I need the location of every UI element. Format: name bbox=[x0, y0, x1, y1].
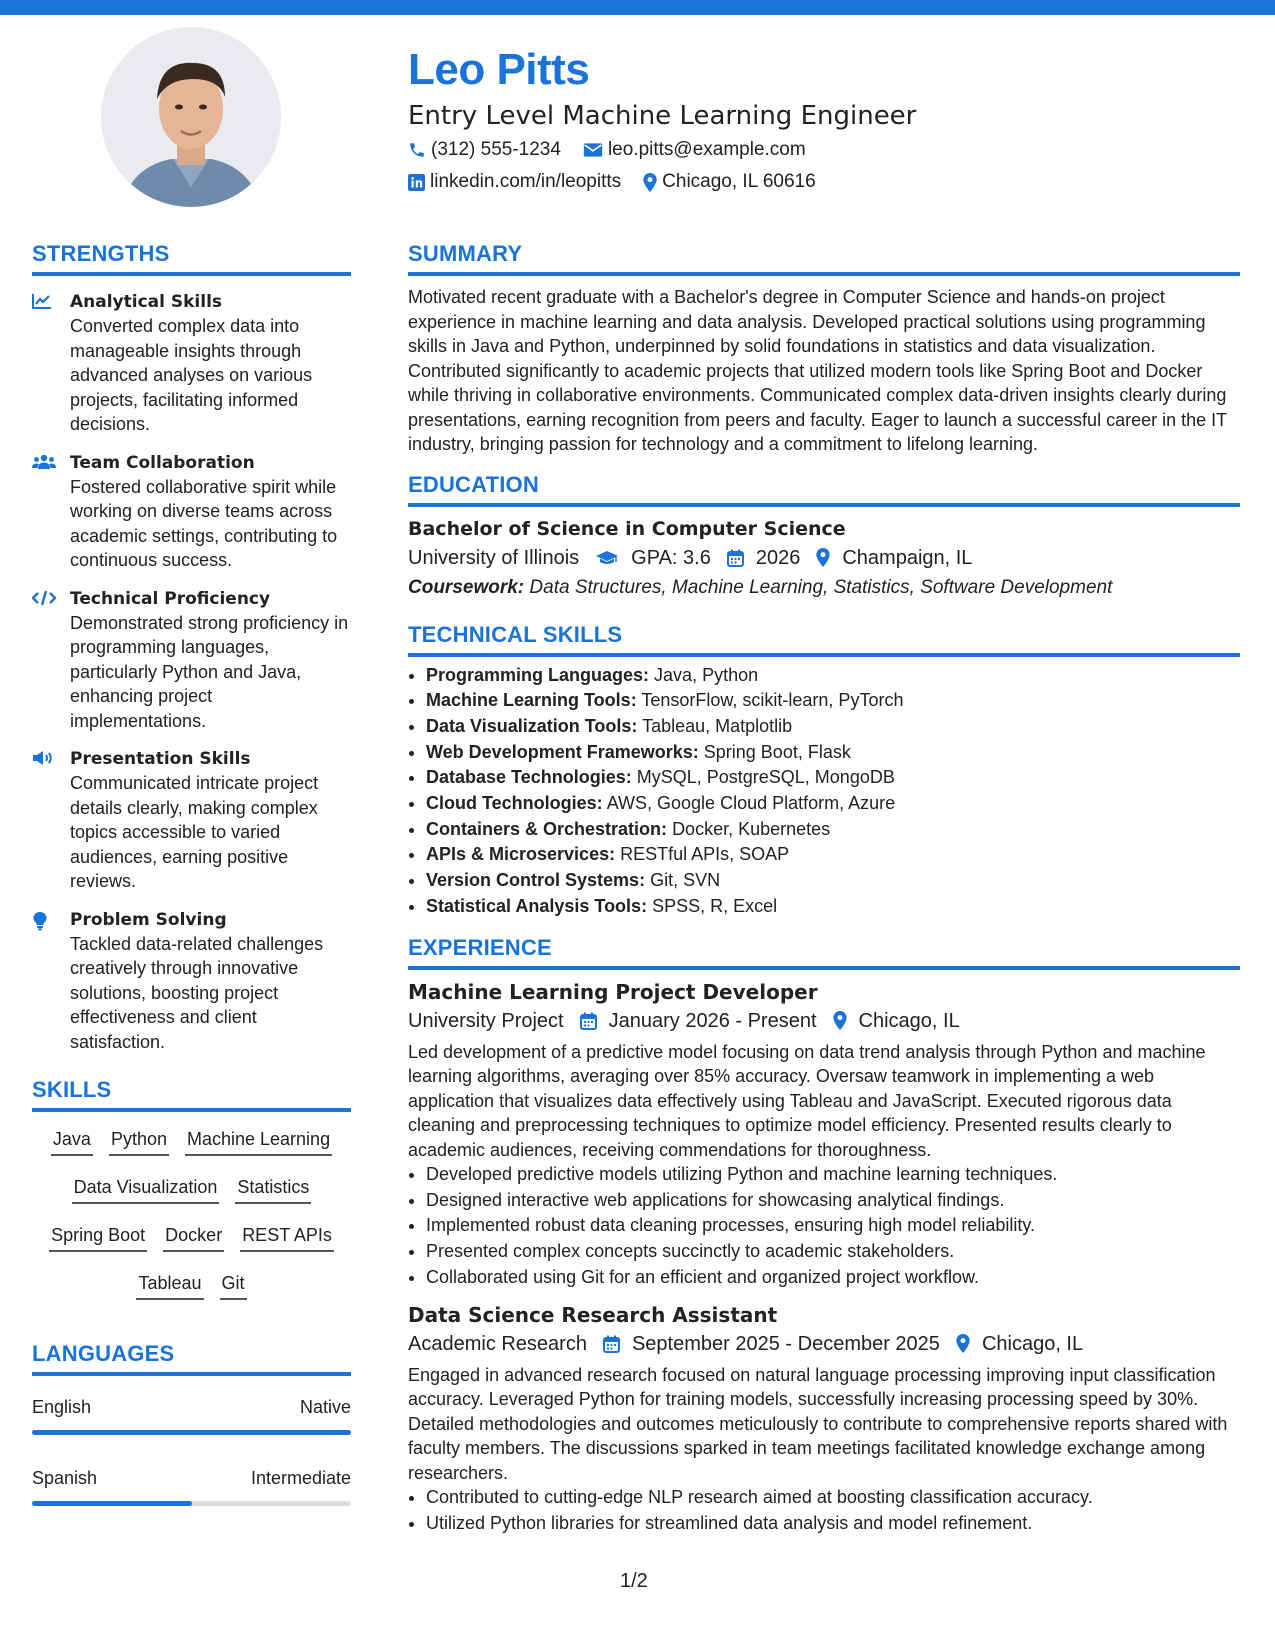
strength-item bbox=[32, 908, 351, 1055]
skill-tag: REST APIs bbox=[240, 1222, 334, 1252]
phone-text: (312) 555-1234 bbox=[431, 139, 561, 160]
strength-item bbox=[32, 451, 351, 573]
list-item: • Developed predictive models utilizing Python and machine learning techniques. bbox=[426, 1162, 1240, 1188]
language-name: English bbox=[32, 1397, 92, 1417]
megaphone-icon bbox=[32, 750, 54, 766]
skill-values: Spring Boot, Flask bbox=[703, 741, 851, 762]
skill-category: Machine Learning Tools: bbox=[426, 690, 637, 711]
linkedin-text: linkedin.com/in/leopitts bbox=[430, 171, 622, 192]
list-item bbox=[426, 894, 1240, 920]
list-item bbox=[426, 791, 1240, 817]
list-item bbox=[426, 817, 1240, 843]
skill-values: Git, SVN bbox=[650, 870, 721, 891]
graduation-year: 2026 bbox=[755, 546, 801, 569]
chart-line-icon bbox=[32, 293, 52, 309]
skill-values: RESTful APIs, SOAP bbox=[620, 844, 790, 865]
skill-category: Containers & Orchestration: bbox=[426, 818, 668, 839]
map-pin-icon bbox=[816, 548, 830, 567]
job-title: Machine Learning Project Developer bbox=[408, 979, 818, 1004]
code-icon bbox=[32, 590, 56, 606]
skill-category: APIs & Microservices: bbox=[426, 844, 616, 865]
strength-item bbox=[32, 747, 351, 894]
candidate-role: Entry Level Machine Learning Engineer bbox=[408, 101, 917, 131]
list-item bbox=[426, 842, 1240, 868]
phone-contact[interactable] bbox=[408, 139, 561, 161]
experience-heading: EXPERIENCE bbox=[408, 934, 1240, 970]
strength-description: Demonstrated strong proficiency in programming languages, particularly Python and Java, enhancing project implementations. bbox=[70, 612, 349, 731]
skill-category: Version Control Systems: bbox=[426, 870, 646, 891]
language-name: Spanish bbox=[32, 1468, 98, 1488]
strength-item bbox=[32, 290, 351, 437]
calendar-icon bbox=[727, 549, 744, 567]
skill-tag: Tableau bbox=[136, 1270, 203, 1300]
contact-row-1 bbox=[408, 134, 1238, 166]
right-column bbox=[408, 240, 1240, 1536]
job-description: Led development of a predictive model focusing on data trend analysis through Python and machine learning algorithms, averaging over 85% accuracy. Oversaw teamwork in implementing a web application that visualizes data effectively using Tableau and JavaScript. Executed rigorous data cleaning and preprocessing techniques to optimize model efficiency. Presented results clearly to academic audiences, receiving commendations for thoroughness. bbox=[408, 1041, 1206, 1160]
skill-tag: Statistics bbox=[235, 1174, 311, 1204]
strength-description: Communicated intricate project details clearly, making complex topics accessible to varied audiences, earning positive reviews. bbox=[70, 773, 319, 891]
list-item: • Designed interactive web applications for showcasing analytical findings. bbox=[426, 1188, 1240, 1214]
language-level: Intermediate bbox=[250, 1468, 351, 1488]
degree-title: Bachelor of Science in Computer Science bbox=[408, 517, 846, 540]
gpa-value: GPA: 3.6 bbox=[631, 546, 711, 569]
strength-description: Converted complex data into manageable insights through advanced analyses on various projects, facilitating informed decisions. bbox=[70, 316, 313, 434]
map-pin-icon bbox=[833, 1011, 847, 1030]
skill-values: TensorFlow, scikit-learn, PyTorch bbox=[641, 690, 904, 711]
experience-entry bbox=[408, 1301, 1240, 1537]
job-bullets bbox=[408, 1485, 1240, 1536]
languages-heading: LANGUAGES bbox=[32, 1340, 351, 1376]
strength-description: Fostered collaborative spirit while working on diverse teams across academic settings, contributing to continuous success. bbox=[70, 476, 338, 570]
email-text: leo.pitts@example.com bbox=[607, 139, 806, 160]
email-contact[interactable] bbox=[583, 139, 806, 161]
skill-tag: Docker bbox=[163, 1222, 224, 1252]
strength-title: Presentation Skills bbox=[70, 749, 251, 769]
list-item bbox=[426, 765, 1240, 791]
job-dates: September 2025 - December 2025 bbox=[631, 1332, 940, 1355]
coursework-list: Data Structures, Machine Learning, Statistics, Software Development bbox=[529, 576, 1113, 598]
job-dates: January 2026 - Present bbox=[608, 1009, 817, 1032]
graduation-cap-icon bbox=[595, 550, 619, 566]
job-bullets bbox=[408, 1162, 1240, 1291]
job-meta bbox=[408, 1329, 1240, 1359]
list-item: • Utilized Python libraries for streamlined data analysis and model refinement. bbox=[426, 1511, 1240, 1537]
school-name: University of Illinois bbox=[408, 546, 580, 569]
skill-values: SPSS, R, Excel bbox=[652, 895, 778, 916]
linkedin-icon bbox=[408, 174, 425, 191]
skill-values: Java, Python bbox=[654, 664, 759, 685]
users-icon bbox=[32, 454, 56, 470]
list-item: • Presented complex concepts succinctly to academic stakeholders. bbox=[426, 1239, 1240, 1265]
job-location: Chicago, IL bbox=[981, 1332, 1084, 1355]
location-text: Chicago, IL 60616 bbox=[662, 171, 816, 192]
education-entry bbox=[408, 515, 1240, 603]
summary-text: Motivated recent graduate with a Bachelor's degree in Computer Science and hands-on project experience in machine learning and data analysis. Developed practical solutions using programming skills in Java and Python, underpinned by solid foundations in statistics and data visualization. Contributed significantly to academic projects that utilized modern tools like Spring Boot and Docker while thriving in collaborative environments. Communicated complex data-driven insights clearly during presentations, earning recognition from peers and faculty. Eager to launch a successful career in the IT industry, bringing passion for technology and a commitment to lifelong learning. bbox=[408, 287, 1227, 454]
skill-tag: Spring Boot bbox=[49, 1222, 147, 1252]
language-proficiency-bar bbox=[32, 1430, 351, 1435]
skill-category: Programming Languages: bbox=[426, 664, 650, 685]
skill-category: Data Visualization Tools: bbox=[426, 715, 638, 736]
list-item bbox=[426, 868, 1240, 894]
strength-item bbox=[32, 587, 351, 734]
list-item: • Contributed to cutting-edge NLP research aimed at boosting classification accuracy. bbox=[426, 1485, 1240, 1511]
skills-heading: SKILLS bbox=[32, 1076, 351, 1112]
education-meta bbox=[408, 543, 1240, 573]
phone-icon bbox=[408, 141, 426, 159]
calendar-icon bbox=[603, 1335, 620, 1353]
location-contact bbox=[643, 171, 816, 193]
skill-values: AWS, Google Cloud Platform, Azure bbox=[606, 793, 896, 814]
coursework bbox=[408, 573, 1240, 603]
skill-values: Tableau, Matplotlib bbox=[642, 715, 793, 736]
page-number: 1/2 bbox=[620, 1570, 648, 1592]
calendar-icon bbox=[580, 1012, 597, 1030]
skills-list bbox=[32, 1126, 351, 1318]
technical-skills-heading: TECHNICAL SKILLS bbox=[408, 621, 1240, 657]
skill-tag: Python bbox=[109, 1126, 169, 1156]
skill-values: Docker, Kubernetes bbox=[672, 818, 831, 839]
job-meta bbox=[408, 1006, 1240, 1036]
strength-title: Team Collaboration bbox=[70, 452, 255, 473]
candidate-name: Leo Pitts bbox=[408, 45, 590, 94]
list-item: • Collaborated using Git for an efficient and organized project workflow. bbox=[426, 1265, 1240, 1291]
strength-title: Problem Solving bbox=[70, 909, 227, 930]
map-pin-icon bbox=[643, 173, 657, 192]
language-level: Native bbox=[299, 1397, 351, 1417]
organization: University Project bbox=[408, 1009, 564, 1032]
envelope-icon bbox=[583, 142, 603, 158]
job-title: Data Science Research Assistant bbox=[408, 1302, 778, 1327]
skill-tag: Git bbox=[220, 1270, 247, 1300]
map-pin-icon bbox=[956, 1334, 970, 1353]
list-item: • Implemented robust data cleaning processes, ensuring high model reliability. bbox=[426, 1213, 1240, 1239]
language-proficiency-bar bbox=[32, 1501, 351, 1506]
resume-header bbox=[408, 44, 1238, 198]
language-proficiency-fill bbox=[32, 1501, 192, 1506]
left-column bbox=[32, 240, 351, 1506]
top-accent-bar bbox=[0, 0, 1275, 15]
skill-tag: Machine Learning bbox=[185, 1126, 332, 1156]
strength-title: Technical Proficiency bbox=[70, 588, 271, 609]
organization: Academic Research bbox=[408, 1332, 587, 1355]
experience-entry bbox=[408, 978, 1240, 1291]
list-item bbox=[426, 714, 1240, 740]
list-item bbox=[426, 740, 1240, 766]
language-item bbox=[32, 1465, 351, 1506]
profile-photo bbox=[101, 27, 281, 207]
coursework-label: Coursework: bbox=[408, 576, 525, 598]
list-item bbox=[426, 663, 1240, 689]
summary-heading: SUMMARY bbox=[408, 240, 1240, 276]
contact-row-2 bbox=[408, 166, 1238, 198]
skill-category: Web Development Frameworks: bbox=[426, 741, 699, 762]
skill-category: Cloud Technologies: bbox=[426, 793, 603, 814]
strength-description: Tackled data-related challenges creatively through innovative solutions, boosting project effectiveness and client satisfaction. bbox=[70, 933, 324, 1052]
skill-tag: Data Visualization bbox=[72, 1174, 220, 1204]
job-location: Chicago, IL bbox=[858, 1009, 960, 1032]
technical-skills-list bbox=[408, 663, 1240, 920]
language-proficiency-fill bbox=[32, 1430, 351, 1435]
job-description: Engaged in advanced research focused on natural language processing improving input classification accuracy. Leveraged Python for training models, successfully increasing processing speed by 30%. Detailed methodologies and outcomes meticulously to contribute to comprehensive reports shared with faculty members. The discussions sparked in team meetings facilitated knowledge exchange among researchers. bbox=[408, 1364, 1228, 1483]
strengths-heading: STRENGTHS bbox=[32, 240, 351, 276]
list-item bbox=[426, 688, 1240, 714]
education-heading: EDUCATION bbox=[408, 471, 1240, 507]
skill-category: Statistical Analysis Tools: bbox=[426, 895, 648, 916]
skill-tag: Java bbox=[51, 1126, 93, 1156]
language-item bbox=[32, 1394, 351, 1435]
skill-values: MySQL, PostgreSQL, MongoDB bbox=[636, 767, 895, 788]
lightbulb-icon bbox=[32, 911, 48, 931]
school-location: Champaign, IL bbox=[842, 546, 973, 569]
skill-category: Database Technologies: bbox=[426, 767, 632, 788]
strength-title: Analytical Skills bbox=[70, 292, 223, 312]
linkedin-contact[interactable] bbox=[408, 171, 621, 193]
